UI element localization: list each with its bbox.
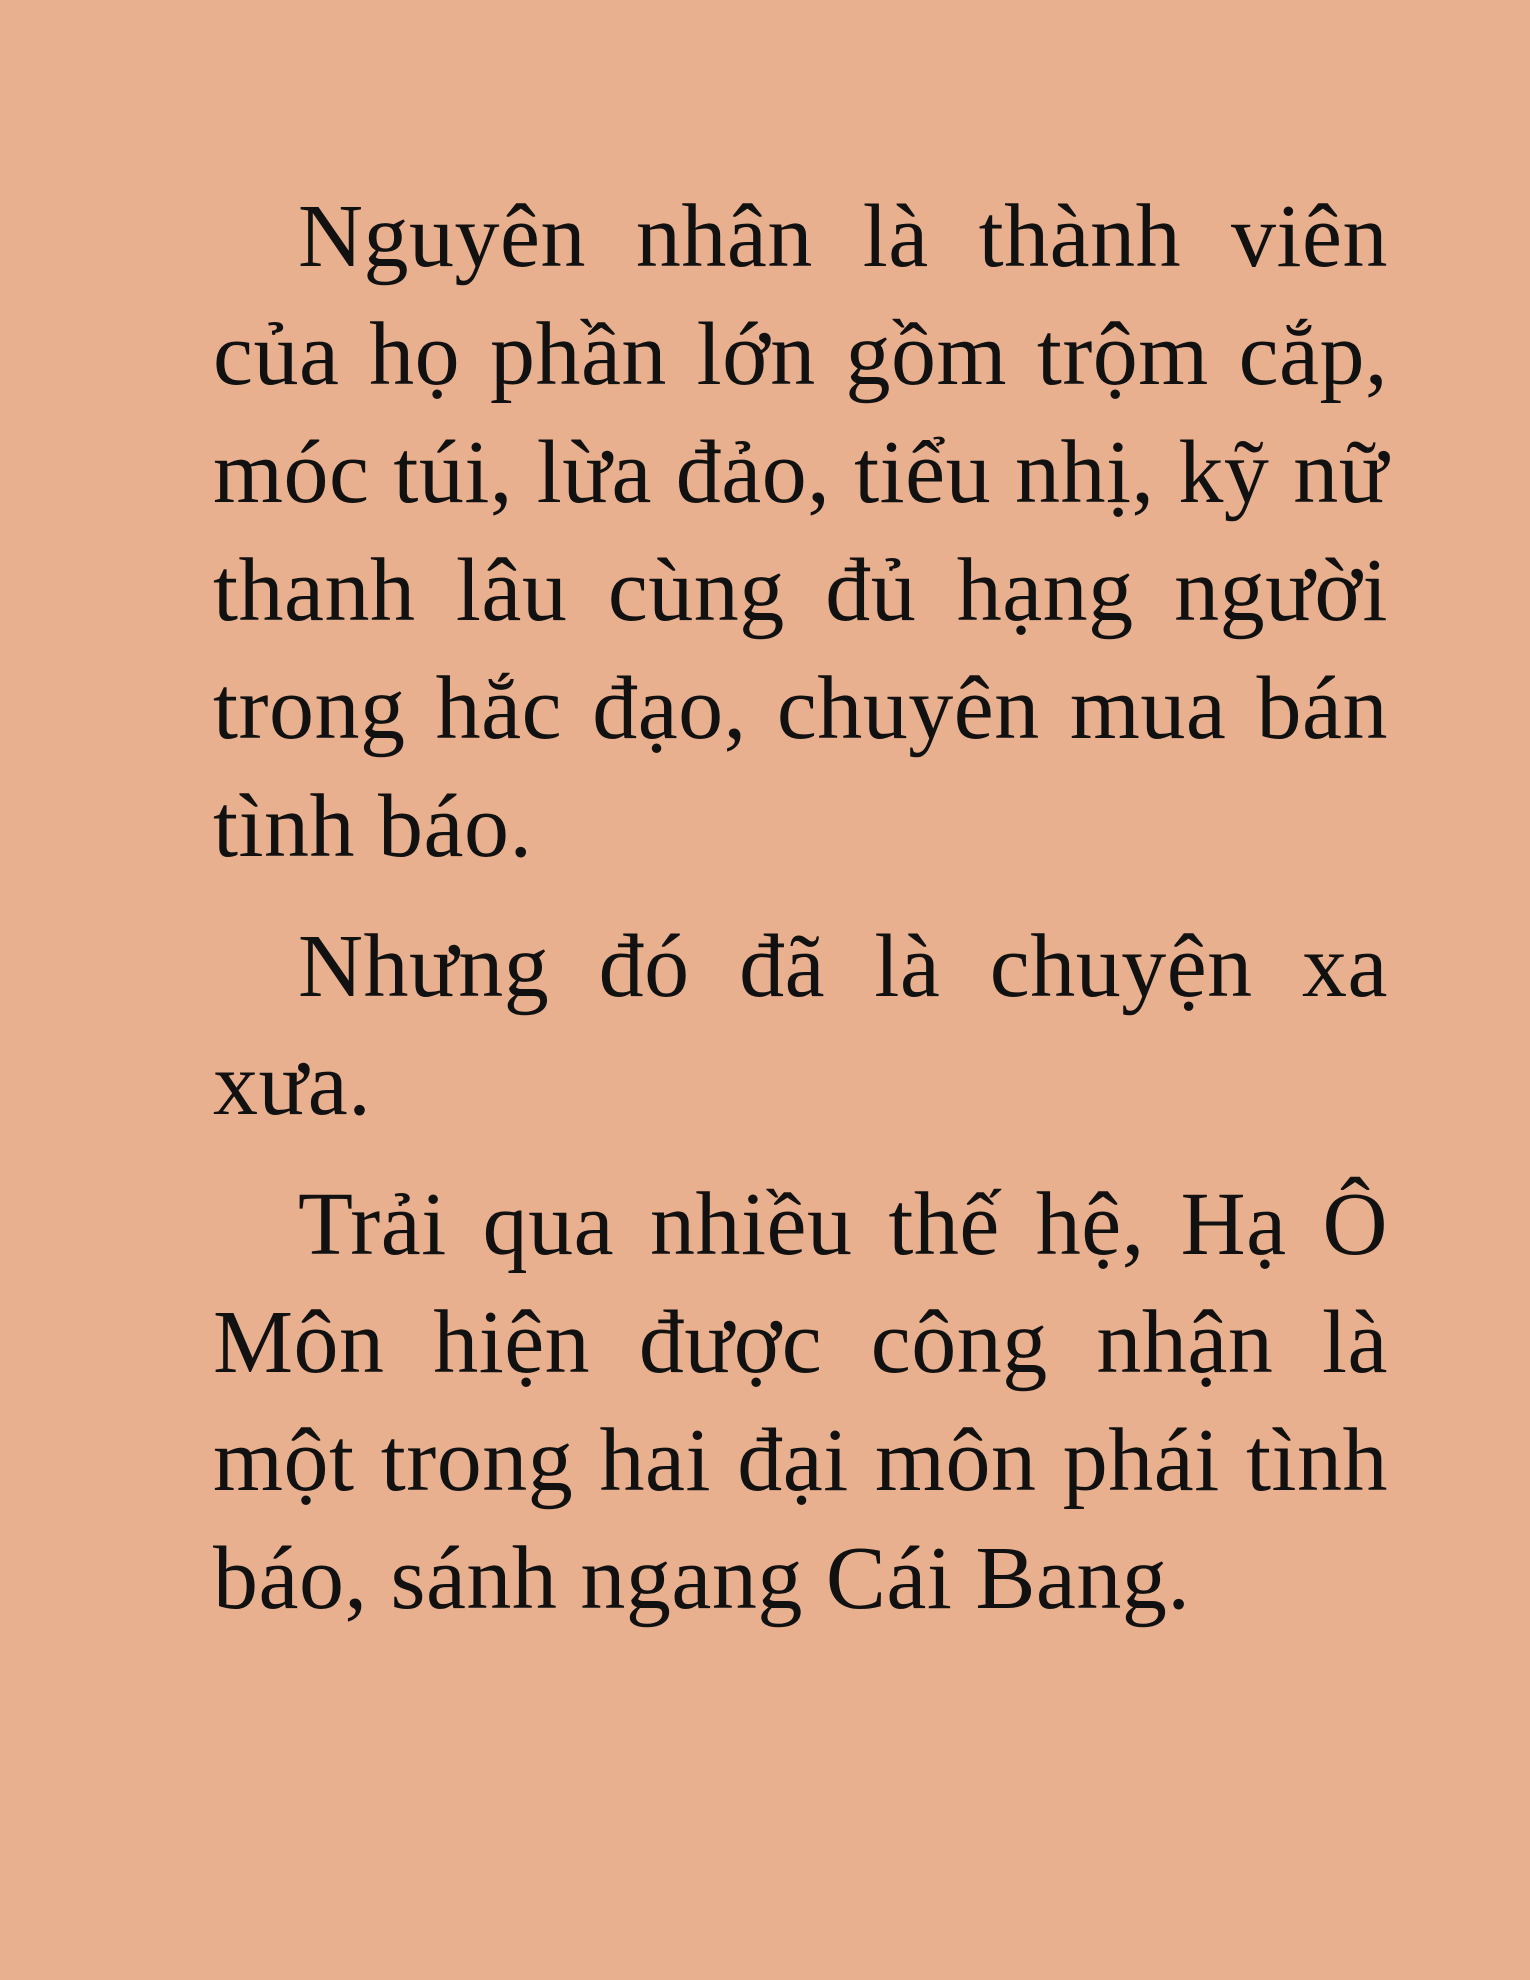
paragraph-1: Nguyên nhân là thành viên của họ phần lớn gồm trộm cắp, móc túi, lừa đảo, tiểu nhị, kỹ nữ thanh lâu cùng đủ hạng người trong hắc đạo, chuyên mua bán tình báo. (213, 187, 1388, 876)
document-page (213, 178, 1388, 1638)
paragraph-2: Nhưng đó đã là chuyện xa xưa. (213, 917, 1388, 1134)
paragraph-3: Trải qua nhiều thế hệ, Hạ Ô Môn hiện được công nhận là một trong hai đại môn phái tình báo, sánh ngang Cái Bang. (213, 1175, 1388, 1628)
